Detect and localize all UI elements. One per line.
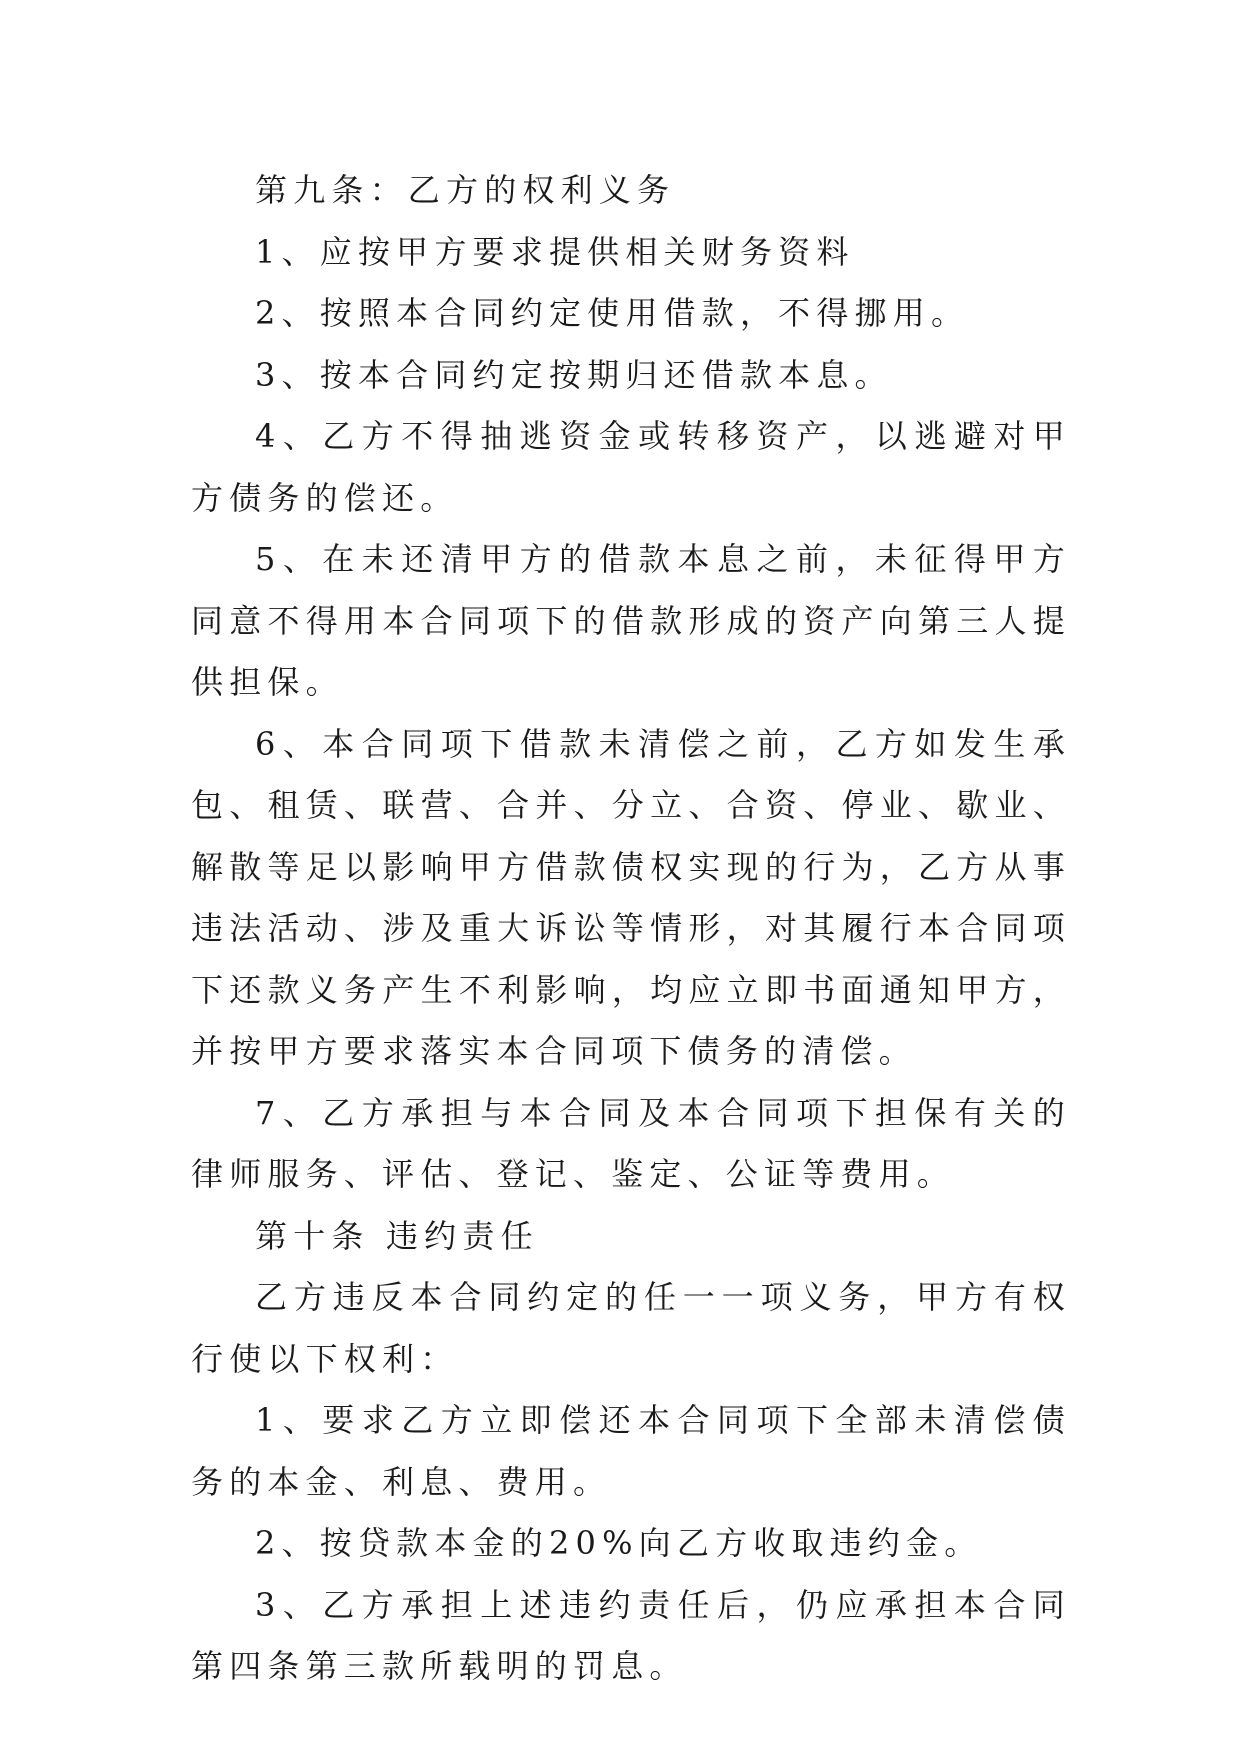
article-9-item-7: 7、乙方承担与本合同及本合同项下担保有关的律师服务、评估、登记、鉴定、公证等费用。 bbox=[191, 1093, 1071, 1193]
article-9-item-5: 5、在未还清甲方的借款本息之前，未征得甲方同意不得用本合同项下的借款形成的资产向第三人提供担保。 bbox=[191, 540, 1071, 701]
article-10-intro: 乙方违反本合同约定的任一一项义务，甲方有权行使以下权利： bbox=[191, 1278, 1071, 1378]
article-9-heading: 第九条：乙方的权利义务 bbox=[255, 171, 676, 209]
article-9-item-6: 6、本合同项下借款未清偿之前，乙方如发生承包、租赁、联营、合并、分立、合资、停业、歇业、解散等足以影响甲方借款债权实现的行为，乙方从事违法活动、涉及重大诉讼等情形，对其履行本合同项下还款义务产生不利影响，均应立即书面通知甲方，并按甲方要求落实本合同项下债务的清偿。 bbox=[191, 724, 1071, 1070]
article-10-item-1: 1、要求乙方立即偿还本合同项下全部未清偿债务的本金、利息、费用。 bbox=[191, 1401, 1071, 1501]
article-10-item-2: 2、按贷款本金的20%向乙方收取违约金。 bbox=[255, 1524, 983, 1562]
article-10-heading: 第十条 违约责任 bbox=[255, 1216, 539, 1255]
article-9-item-2: 2、按照本合同约定使用借款，不得挪用。 bbox=[255, 294, 970, 332]
article-10-item-3: 3、乙方承担上述违约责任后，仍应承担本合同第四条第三款所载明的罚息。 bbox=[191, 1585, 1071, 1685]
document-body bbox=[191, 160, 1071, 1698]
article-9-item-3: 3、按本合同约定按期归还借款本息。 bbox=[255, 355, 893, 394]
article-9-item-4: 4、乙方不得抽逃资金或转移资产，以逃避对甲方债务的偿还。 bbox=[191, 417, 1071, 517]
article-9-item-1: 1、应按甲方要求提供相关财务资料 bbox=[255, 232, 855, 271]
